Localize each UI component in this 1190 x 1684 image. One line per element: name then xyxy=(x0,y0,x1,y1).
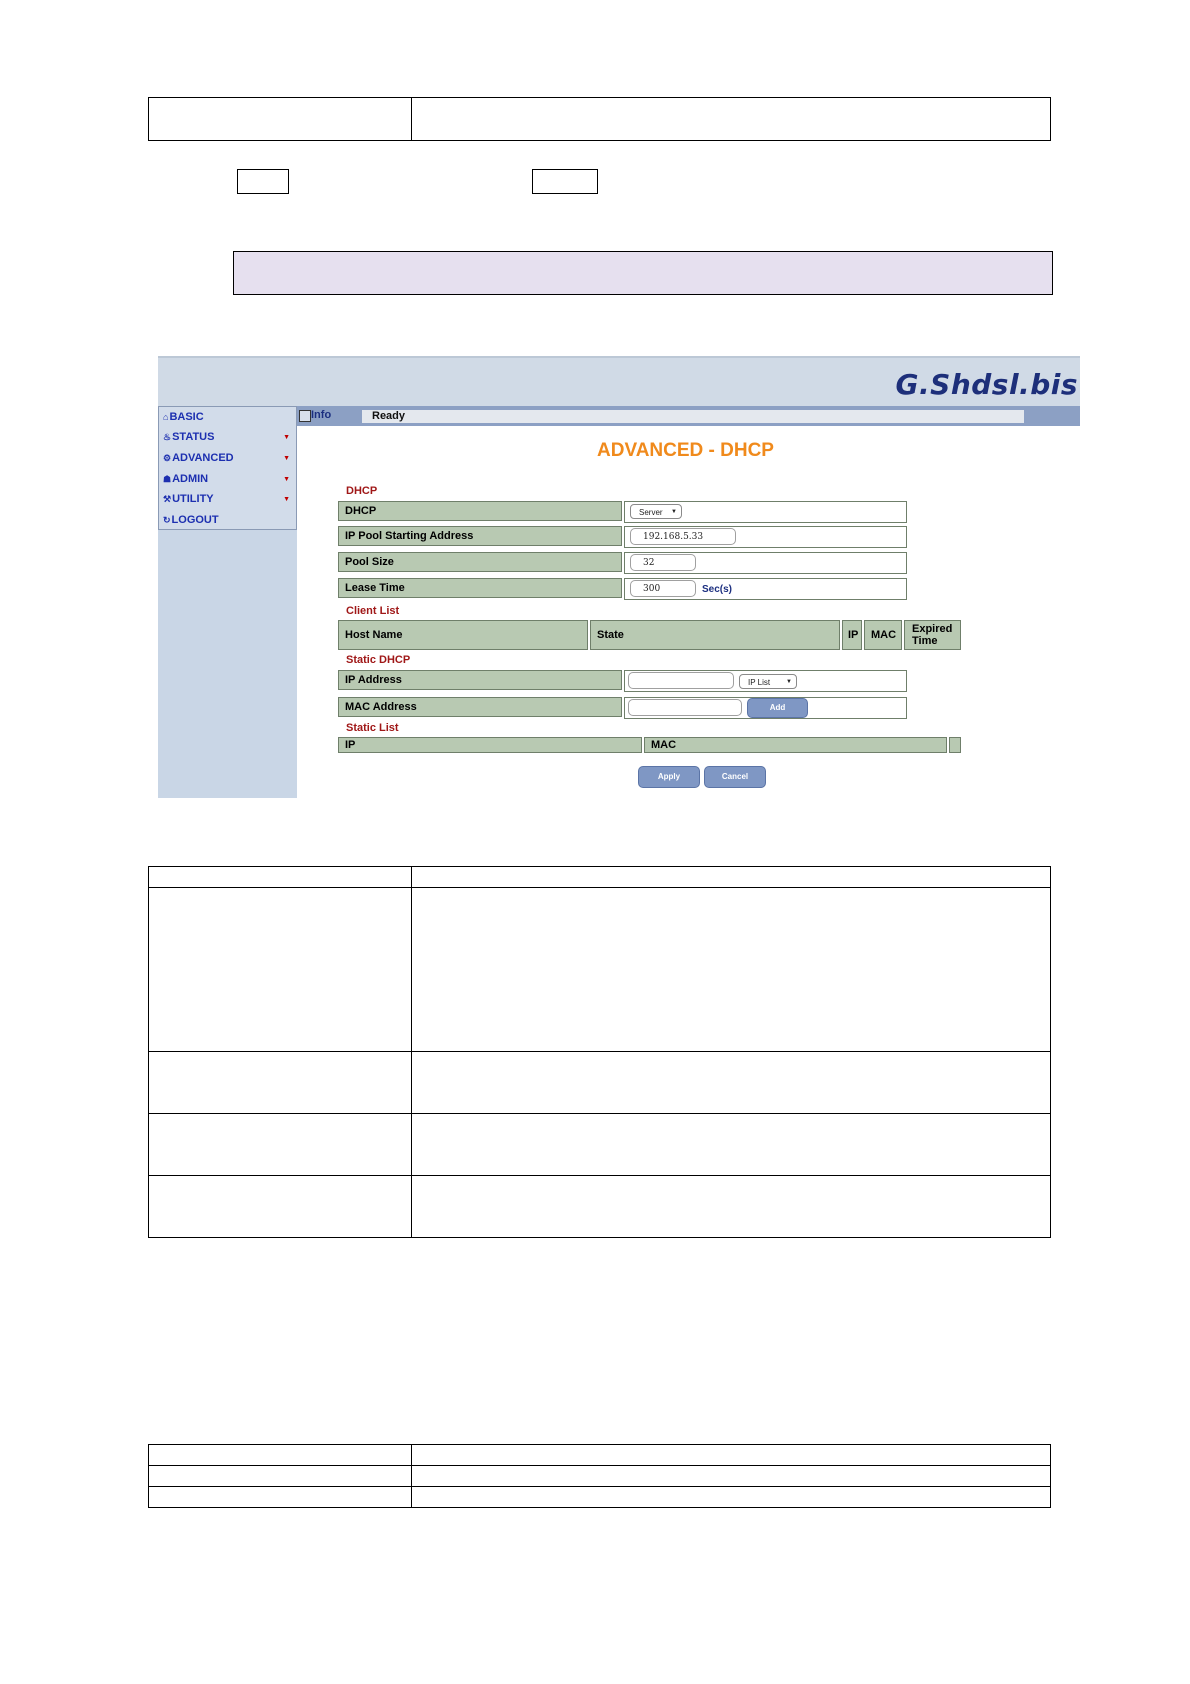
parameter-table-cell xyxy=(149,888,412,1052)
parameter-table-cell xyxy=(412,1176,1051,1238)
chevron-down-icon[interactable]: ▼ xyxy=(283,434,290,441)
small-box-left xyxy=(237,169,289,194)
chevron-down-icon: ▼ xyxy=(671,509,677,515)
advanced-icon: ⚙ xyxy=(163,453,172,463)
mac-address-label: MAC Address xyxy=(338,697,622,717)
page-title: ADVANCED - DHCP xyxy=(597,440,774,461)
section-static-dhcp: Static DHCP xyxy=(346,654,411,666)
bottom-table-cell xyxy=(412,1487,1051,1508)
top-table-cell-left xyxy=(149,98,412,141)
pool-size-label: Pool Size xyxy=(338,552,622,572)
bottom-table-cell xyxy=(149,1487,412,1508)
lease-time-label: Lease Time xyxy=(338,578,622,598)
utility-icon: ⚒ xyxy=(163,494,172,504)
sidebar-menu xyxy=(158,406,297,530)
chevron-down-icon[interactable]: ▼ xyxy=(283,476,290,483)
info-checkbox[interactable] xyxy=(299,410,311,422)
header-banner xyxy=(158,356,1080,408)
column-host-name: Host Name xyxy=(338,620,588,650)
lease-time-unit: Sec(s) xyxy=(702,584,733,595)
top-table-cell-right xyxy=(412,98,1051,141)
bottom-table-cell xyxy=(412,1445,1051,1466)
info-label: Info xyxy=(311,409,332,421)
parameter-table-cell xyxy=(149,867,412,888)
add-button[interactable]: Add xyxy=(747,698,808,718)
static-column-extra xyxy=(949,737,961,753)
dhcp-mode-label: DHCP xyxy=(338,501,622,521)
pool-start-input[interactable]: 192.168.5.33 xyxy=(630,528,736,545)
sidebar-item-logout[interactable]: ↻LOGOUT xyxy=(163,514,219,526)
parameter-table-cell xyxy=(149,1052,412,1114)
sidebar-item-utility[interactable]: ⚒UTILITY xyxy=(163,493,214,505)
chevron-down-icon[interactable]: ▼ xyxy=(283,455,290,462)
ip-list-select[interactable]: IP List ▼ xyxy=(739,674,797,689)
static-column-mac: MAC xyxy=(644,737,947,753)
chevron-down-icon: ▼ xyxy=(786,679,792,685)
brand-logo: G.Shdsl.bis xyxy=(895,368,1078,401)
section-dhcp: DHCP xyxy=(346,485,378,497)
section-client-list: Client List xyxy=(346,605,400,617)
small-box-right xyxy=(532,169,598,194)
pool-start-label: IP Pool Starting Address xyxy=(338,526,622,546)
mac-address-input[interactable] xyxy=(628,699,742,716)
bottom-table-cell xyxy=(149,1466,412,1487)
column-state: State xyxy=(590,620,840,650)
sidebar-item-admin[interactable]: ☗ADMIN xyxy=(163,473,209,485)
parameter-table-cell xyxy=(412,1114,1051,1176)
status-icon: ♨ xyxy=(163,432,172,442)
section-static-list: Static List xyxy=(346,722,399,734)
sidebar-item-status[interactable]: ♨STATUS xyxy=(163,431,215,443)
dhcp-mode-select[interactable]: Server ▼ xyxy=(630,504,682,519)
note-box xyxy=(233,251,1053,295)
parameter-table-cell xyxy=(412,867,1051,888)
static-column-ip: IP xyxy=(338,737,642,753)
cancel-button[interactable]: Cancel xyxy=(704,766,766,788)
router-screenshot xyxy=(158,356,1080,798)
parameter-table-cell xyxy=(412,888,1051,1052)
parameter-table-cell xyxy=(149,1114,412,1176)
column-ip: IP xyxy=(842,620,862,650)
admin-icon: ☗ xyxy=(163,474,172,484)
lease-time-input[interactable]: 300 xyxy=(630,580,696,597)
logout-icon: ↻ xyxy=(163,515,171,525)
parameter-table-cell xyxy=(412,1052,1051,1114)
bottom-table xyxy=(148,1444,1051,1508)
status-field xyxy=(362,410,1024,423)
top-table xyxy=(148,97,1051,141)
sidebar-item-basic[interactable]: ⌂BASIC xyxy=(163,411,204,423)
chevron-down-icon[interactable]: ▼ xyxy=(283,496,290,503)
status-text: Ready xyxy=(372,410,406,422)
ip-address-input[interactable] xyxy=(628,672,734,689)
bottom-table-cell xyxy=(149,1445,412,1466)
column-expired-time: Expired Time xyxy=(904,620,961,650)
bottom-table-cell xyxy=(412,1466,1051,1487)
sidebar-item-advanced[interactable]: ⚙ADVANCED xyxy=(163,452,234,464)
column-mac: MAC xyxy=(864,620,902,650)
ip-address-label: IP Address xyxy=(338,670,622,690)
parameter-table-cell xyxy=(149,1176,412,1238)
home-icon: ⌂ xyxy=(163,412,169,422)
parameter-table xyxy=(148,866,1051,1238)
apply-button[interactable]: Apply xyxy=(638,766,700,788)
pool-size-input[interactable]: 32 xyxy=(630,554,696,571)
